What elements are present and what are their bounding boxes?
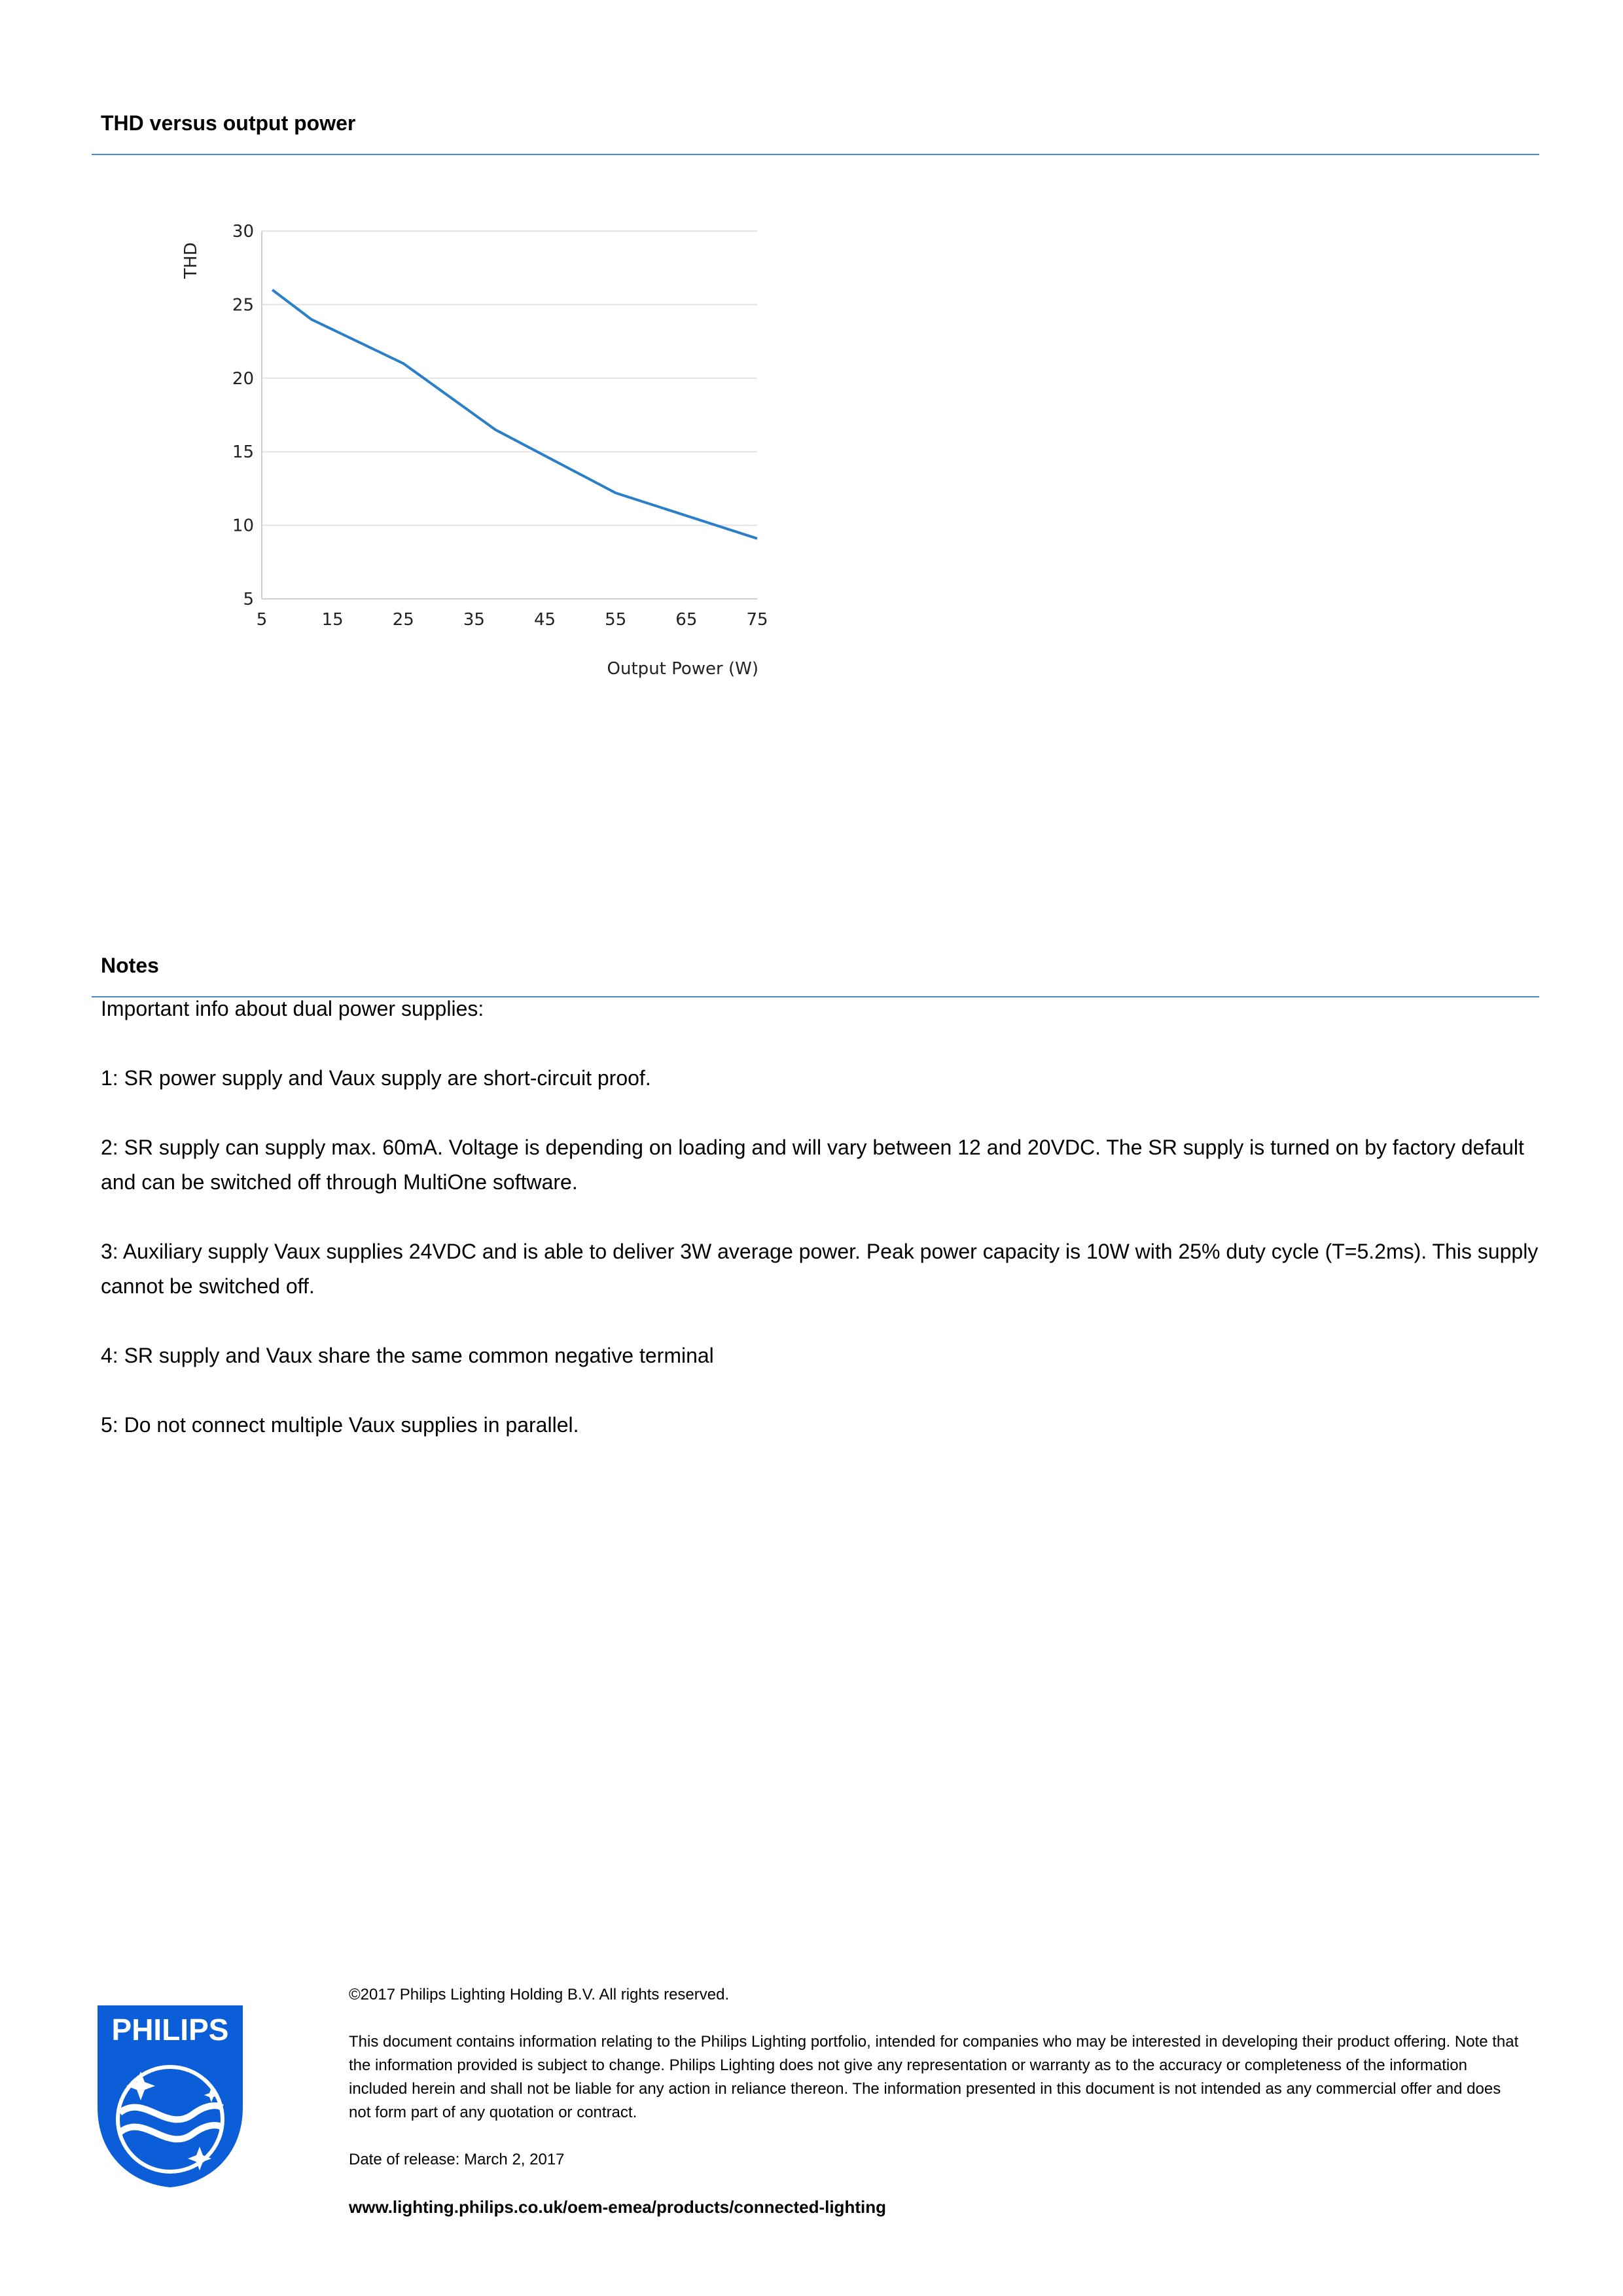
y-tick-label: 20 bbox=[232, 368, 254, 389]
logo-wordmark: PHILIPS bbox=[111, 2013, 229, 2047]
section-divider bbox=[92, 154, 1539, 155]
notes-title: Notes bbox=[101, 954, 159, 977]
chart-grid bbox=[262, 231, 757, 526]
x-tick-label: 75 bbox=[746, 610, 768, 630]
chart-section-title: THD versus output power bbox=[101, 111, 356, 135]
y-tick-label: 25 bbox=[232, 295, 254, 315]
series-line bbox=[272, 290, 757, 539]
x-tick-labels bbox=[257, 610, 768, 630]
y-tick-labels bbox=[232, 222, 254, 609]
website-link[interactable]: www.lighting.philips.co.uk/oem-emea/products/connected-lighting bbox=[349, 2197, 886, 2217]
chart-axes bbox=[262, 231, 757, 599]
copyright: ©2017 Philips Lighting Holding B.V. All rights reserved. bbox=[349, 1986, 730, 2003]
y-axis-label: THD bbox=[181, 242, 201, 279]
footer bbox=[349, 1983, 1527, 2242]
x-tick-label: 55 bbox=[605, 610, 627, 630]
philips-logo bbox=[95, 2003, 245, 2189]
x-tick-label: 35 bbox=[463, 610, 485, 630]
thd-chart bbox=[164, 209, 805, 694]
note-3: 3: Auxiliary supply Vaux supplies 24VDC and is able to deliver 3W average power. Peak power capacity is 10W with 25% duty cycle (T=5.2ms). This supply cannot be switched off. bbox=[101, 1240, 1539, 1298]
x-tick-label: 15 bbox=[321, 610, 344, 630]
disclaimer: This document contains information relating to the Philips Lighting portfolio, intended for companies who may be interested in developing their product offering. Note that the information provided is subject to change. Philips Lighting does not give any representation or warranty as to the accuracy or completeness of the information included herein and shall not be liable for any action in reliance thereon. The information presented in this document is not intended as any commercial offer and does not form part of any quotation or contract. bbox=[349, 2033, 1519, 2121]
note-1: 1: SR power supply and Vaux supply are short-circuit proof. bbox=[101, 1066, 651, 1090]
y-tick-label: 15 bbox=[232, 442, 254, 463]
x-tick-label: 45 bbox=[534, 610, 556, 630]
note-4: 4: SR supply and Vaux share the same common negative terminal bbox=[101, 1344, 714, 1367]
note-intro: Important info about dual power supplies: bbox=[101, 997, 484, 1020]
x-tick-label: 5 bbox=[256, 610, 268, 630]
x-axis-label: Output Power (W) bbox=[607, 659, 758, 679]
x-tick-label: 25 bbox=[392, 610, 414, 630]
y-tick-label: 5 bbox=[243, 590, 254, 609]
y-tick-label: 30 bbox=[232, 222, 254, 242]
y-tick-label: 10 bbox=[232, 516, 254, 536]
notes-body bbox=[101, 992, 1541, 1477]
note-5: 5: Do not connect multiple Vaux supplies in parallel. bbox=[101, 1413, 579, 1437]
note-2: 2: SR supply can supply max. 60mA. Voltage is depending on loading and will vary between 12 and 20VDC. The SR supply is turned on by factory default and can be switched off through MultiOne software. bbox=[101, 1136, 1524, 1194]
release-date: Date of release: March 2, 2017 bbox=[349, 2151, 565, 2168]
x-tick-label: 65 bbox=[675, 610, 698, 630]
